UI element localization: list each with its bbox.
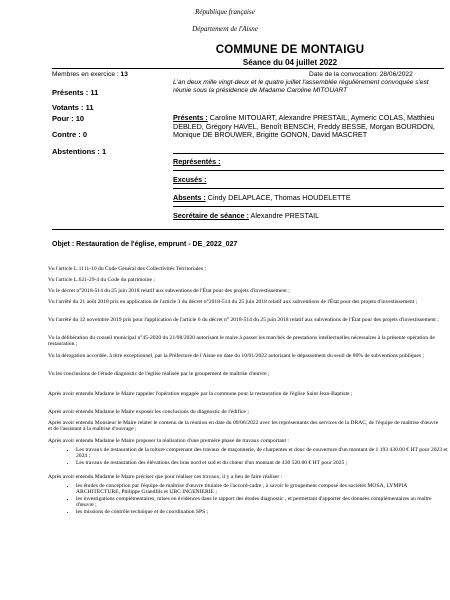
vu-paragraph: Vu l'article L.1111-10 du Code Général des Collectivités Territoriales ; [48,266,206,272]
commune-title: COMMUNE DE MONTAIGU [215,44,365,56]
absents-block: Absents : Cindy DELAPLACE, Thomas HOUDELETTE [173,193,351,202]
vu-paragraph: Vu l'arrêté du 12 novembre 2019 pris pour l'application de l'article 6 du décret n° 2018-514 du 25 juin 2018 relatif aux subventions de l'État pour des projets d'investissement ; [48,317,439,323]
convocation-date: Date de la convocation: 28/06/2022 [309,71,413,78]
objet-title: Objet : Restauration de l'église, emprunt - DE_2022_027 [52,241,238,248]
apres-paragraph: Après avoir entendu Madame le Maire proposer la réalisation d'une première phase de travaux comportant : [48,438,289,444]
section-rule [52,229,444,230]
list-item: • Les travaux de restauration des élévations des bras nord et sud et du chœur d'un montant de 430 520.00 € HT pour 2025 ; [76,460,450,466]
vu-paragraph: Vu la dérogation accordée, à titre exceptionnel, par la Préfecture de l'Aisne en date du 10/01/2022 autorisant le dépassement du seuil de 80% de subventions publiques ; [48,353,424,359]
membres-exercice: Membres en exercice : 13 [52,71,128,78]
presents-names: Caroline MITOUART, Alexandre PRESTAIL, Aymeric COLAS, Matthieu DEBLED, Grégory HAVEL, Benoît BENSCH, Freddy BESSE, Morgan BOURDON, Monique DE BROUWER, Brigitte GONON, David MASCRET [173,113,435,140]
secretaire-block: Secrétaire de séance : Alexandre PRESTAIL [173,211,320,220]
presents-label: Présents : [173,113,208,122]
vu-paragraph: Vu les conclusions de l'étude diagnostic de l'église réalisée par le groupement de maîtrise d'œuvre ; [48,371,270,377]
presents-count: Présents : 11 [52,88,99,97]
pour-count: Pour : 10 [52,114,85,123]
separator [173,170,444,171]
apres-paragraph: Après avoir entendu Madame le Maire préciser que pour réaliser ces travaux, il y a lieu de faire réaliser : [48,474,283,480]
intro-text: L'an deux mille vingt-deux et le quatre juillet l'assemblée régulièrement convoquée s'est réunie sous la présidence de Madame Caroline MITOUART [173,79,429,94]
final-bullet-list [66,483,450,515]
abstentions-count: Abstentions : 1 [52,147,107,156]
vu-paragraph: Vu l'article L.621-29-4 du Code du patrimoine ; [48,277,155,283]
apres-paragraph: Après avoir entendu Madame le Maire rappeler l'opération engagée par la commune pour la restauration de l'église Saint Jean-Baptiste ; [48,391,353,397]
contre-count: Contre : 0 [52,130,88,139]
list-item: • les investigations complémentaires, mises en évidences dans le rapport des études diagnostic , et permettant d'apporter des données complémentaires au maître d'œuvre ; [76,496,450,509]
republique-line: République française [195,8,255,16]
apres-paragraph: Après avoir entendu Madame le Maire exposer les conclusions du diagnostic de l'édifice ; [48,409,249,415]
header-rule [52,68,444,69]
list-item: • les missions de contrôle technique et de coordination SPS ; [76,509,450,515]
excuses-block: Excusés : [173,175,207,184]
vu-paragraph: Vu l'arrêté du 21 août 2018 pris en application de l'article 3 du décret n°2018-514 du 25 juin 2018 relatif aux subventions de l'État pour des projets d'investissement ; [48,299,418,305]
separator [173,206,444,207]
seance-date: Séance du 04 juillet 2022 [242,58,338,67]
presents-block [173,114,444,140]
vu-paragraph: Vu la délibération du conseil municipal n°45-2020 du 21/08/2020 autorisant le maire à passer les marchés de prestations intellectuelles nécessaires à la présente opération de restauration ; [48,335,435,348]
separator [173,188,444,189]
phase-bullet-list [66,447,450,466]
apres-paragraph: Après avoir entendu Monsieur le Maire relater le contenu de la réunion en date du 09/06/2022 avec les représentants des services de la DRAC, de l'équipe de maîtrise d'œuvre et de l'assistant à la maîtrise d'ouvrage ; [48,420,439,433]
representes-block: Représentés : [173,157,221,166]
vu-paragraph: Vu le décret n°2018-514 du 25 juin 2018 relatif aux subventions de l'État pour des projets d'investissement ; [48,288,290,294]
list-item: • les études de conception par l'équipe de maîtrise d'œuvre titulaire de l'accord-cadre , à savoir le groupement composé des sociétés MOSA, LYMPIA ARCHITECTURE, Philippe Grandfils et UBC INGENIERIE ; [76,483,450,496]
separator [173,153,444,154]
list-item: • Les travaux de restauration de la toiture comprenant des travaux de maçonnerie, de charpentes et donc de couverture d'un montant de 1 193 430.00 € HT pour 2023 et 2024 ; [76,447,450,460]
votants-count: Votants : 11 [52,103,94,112]
departement-line: Département de l'Aisne [192,25,258,33]
